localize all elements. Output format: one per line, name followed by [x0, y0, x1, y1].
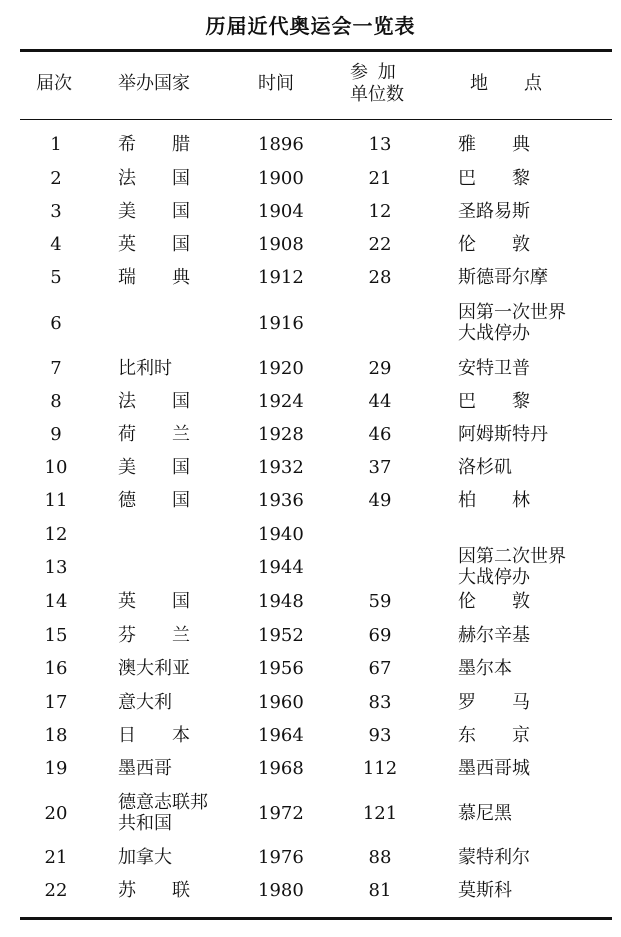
cell-country: 瑞 典 — [118, 267, 190, 288]
cell-count: 112 — [362, 758, 398, 779]
cell-year: 1960 — [258, 692, 304, 713]
header-session: 届次 — [36, 73, 72, 94]
cell-session: 12 — [44, 524, 68, 545]
cell-session: 11 — [44, 490, 68, 511]
cell-count: 81 — [368, 880, 392, 901]
cell-session: 21 — [44, 847, 68, 868]
header-place: 地 点 — [470, 73, 542, 94]
cell-place: 伦 敦 — [458, 591, 530, 612]
cell-count: 93 — [368, 725, 392, 746]
cell-country: 加拿大 — [118, 847, 172, 868]
cell-country: 法 国 — [118, 391, 190, 412]
cell-place: 雅 典 — [458, 134, 530, 155]
cell-year: 1940 — [258, 524, 304, 545]
cell-session: 6 — [50, 313, 62, 334]
cell-year: 1976 — [258, 847, 304, 868]
cell-country: 德 国 — [118, 490, 190, 511]
bottom-rule — [20, 917, 612, 920]
cell-year: 1944 — [258, 557, 304, 578]
cell-count: 46 — [368, 424, 392, 445]
cell-session: 4 — [50, 234, 62, 255]
cell-year: 1900 — [258, 168, 304, 189]
cell-session: 18 — [44, 725, 68, 746]
cell-place: 莫斯科 — [458, 880, 512, 901]
page-title: 历届近代奥运会一览表 — [205, 14, 416, 38]
cell-session: 1 — [50, 134, 62, 155]
cell-year: 1968 — [258, 758, 304, 779]
cell-count: 67 — [368, 658, 392, 679]
top-rule — [20, 49, 612, 52]
cell-place: 因第二次世界大战停办 — [458, 546, 566, 588]
cell-country: 日 本 — [118, 725, 190, 746]
cell-count: 44 — [368, 391, 392, 412]
cell-count: 59 — [368, 591, 392, 612]
cell-year: 1952 — [258, 625, 304, 646]
cell-place: 墨尔本 — [458, 658, 512, 679]
header-rule — [20, 119, 612, 120]
cell-country: 澳大利亚 — [118, 658, 190, 679]
cell-country: 美 国 — [118, 457, 190, 478]
cell-year: 1972 — [258, 803, 304, 824]
cell-count: 83 — [368, 692, 392, 713]
cell-country: 墨西哥 — [118, 758, 172, 779]
cell-count: 29 — [368, 358, 392, 379]
cell-count: 88 — [368, 847, 392, 868]
cell-year: 1912 — [258, 267, 304, 288]
cell-year: 1904 — [258, 201, 304, 222]
cell-place: 蒙特利尔 — [458, 847, 530, 868]
cell-country: 意大利 — [118, 692, 172, 713]
cell-place: 东 京 — [458, 725, 530, 746]
cell-country: 德意志联邦共和国 — [118, 792, 208, 834]
cell-place: 安特卫普 — [458, 358, 530, 379]
cell-country: 荷 兰 — [118, 424, 190, 445]
cell-session: 14 — [44, 591, 68, 612]
cell-place: 柏 林 — [458, 490, 530, 511]
cell-year: 1980 — [258, 880, 304, 901]
cell-place: 罗 马 — [458, 692, 530, 713]
cell-session: 8 — [50, 391, 62, 412]
cell-session: 5 — [50, 267, 62, 288]
cell-session: 22 — [44, 880, 68, 901]
cell-session: 17 — [44, 692, 68, 713]
cell-country: 法 国 — [118, 168, 190, 189]
cell-country: 苏 联 — [118, 880, 190, 901]
cell-year: 1928 — [258, 424, 304, 445]
cell-country: 美 国 — [118, 201, 190, 222]
cell-year: 1916 — [258, 313, 304, 334]
cell-place: 洛杉矶 — [458, 457, 512, 478]
cell-count: 13 — [368, 134, 392, 155]
cell-count: 28 — [368, 267, 392, 288]
cell-count: 69 — [368, 625, 392, 646]
cell-place: 圣路易斯 — [458, 201, 530, 222]
cell-session: 9 — [50, 424, 62, 445]
cell-count: 121 — [362, 803, 398, 824]
cell-session: 20 — [44, 803, 68, 824]
header-time: 时间 — [258, 73, 294, 94]
cell-session: 10 — [44, 457, 68, 478]
cell-year: 1908 — [258, 234, 304, 255]
cell-count: 22 — [368, 234, 392, 255]
header-country: 举办国家 — [118, 73, 190, 94]
cell-place: 伦 敦 — [458, 234, 530, 255]
cell-country: 希 腊 — [118, 134, 190, 155]
cell-place: 赫尔辛基 — [458, 625, 530, 646]
cell-year: 1956 — [258, 658, 304, 679]
cell-place: 因第一次世界大战停办 — [458, 302, 566, 344]
cell-place: 斯德哥尔摩 — [458, 267, 548, 288]
cell-session: 19 — [44, 758, 68, 779]
cell-year: 1924 — [258, 391, 304, 412]
cell-year: 1920 — [258, 358, 304, 379]
cell-place: 慕尼黑 — [458, 803, 512, 824]
cell-count: 37 — [368, 457, 392, 478]
cell-year: 1948 — [258, 591, 304, 612]
cell-session: 13 — [44, 557, 68, 578]
cell-place: 巴 黎 — [458, 168, 530, 189]
cell-country: 芬 兰 — [118, 625, 190, 646]
cell-session: 7 — [50, 358, 62, 379]
cell-year: 1932 — [258, 457, 304, 478]
cell-session: 15 — [44, 625, 68, 646]
cell-country: 英 国 — [118, 591, 190, 612]
cell-country: 比利时 — [118, 358, 172, 379]
cell-session: 2 — [50, 168, 62, 189]
cell-country: 英 国 — [118, 234, 190, 255]
header-count-line1: 参 加 — [350, 62, 398, 83]
cell-count: 12 — [368, 201, 392, 222]
cell-place: 墨西哥城 — [458, 758, 530, 779]
header-count-line2: 单位数 — [350, 84, 404, 105]
cell-year: 1964 — [258, 725, 304, 746]
cell-session: 16 — [44, 658, 68, 679]
cell-year: 1896 — [258, 134, 304, 155]
cell-session: 3 — [50, 201, 62, 222]
cell-count: 21 — [368, 168, 392, 189]
cell-place: 阿姆斯特丹 — [458, 424, 548, 445]
cell-year: 1936 — [258, 490, 304, 511]
cell-count: 49 — [368, 490, 392, 511]
cell-place: 巴 黎 — [458, 391, 530, 412]
